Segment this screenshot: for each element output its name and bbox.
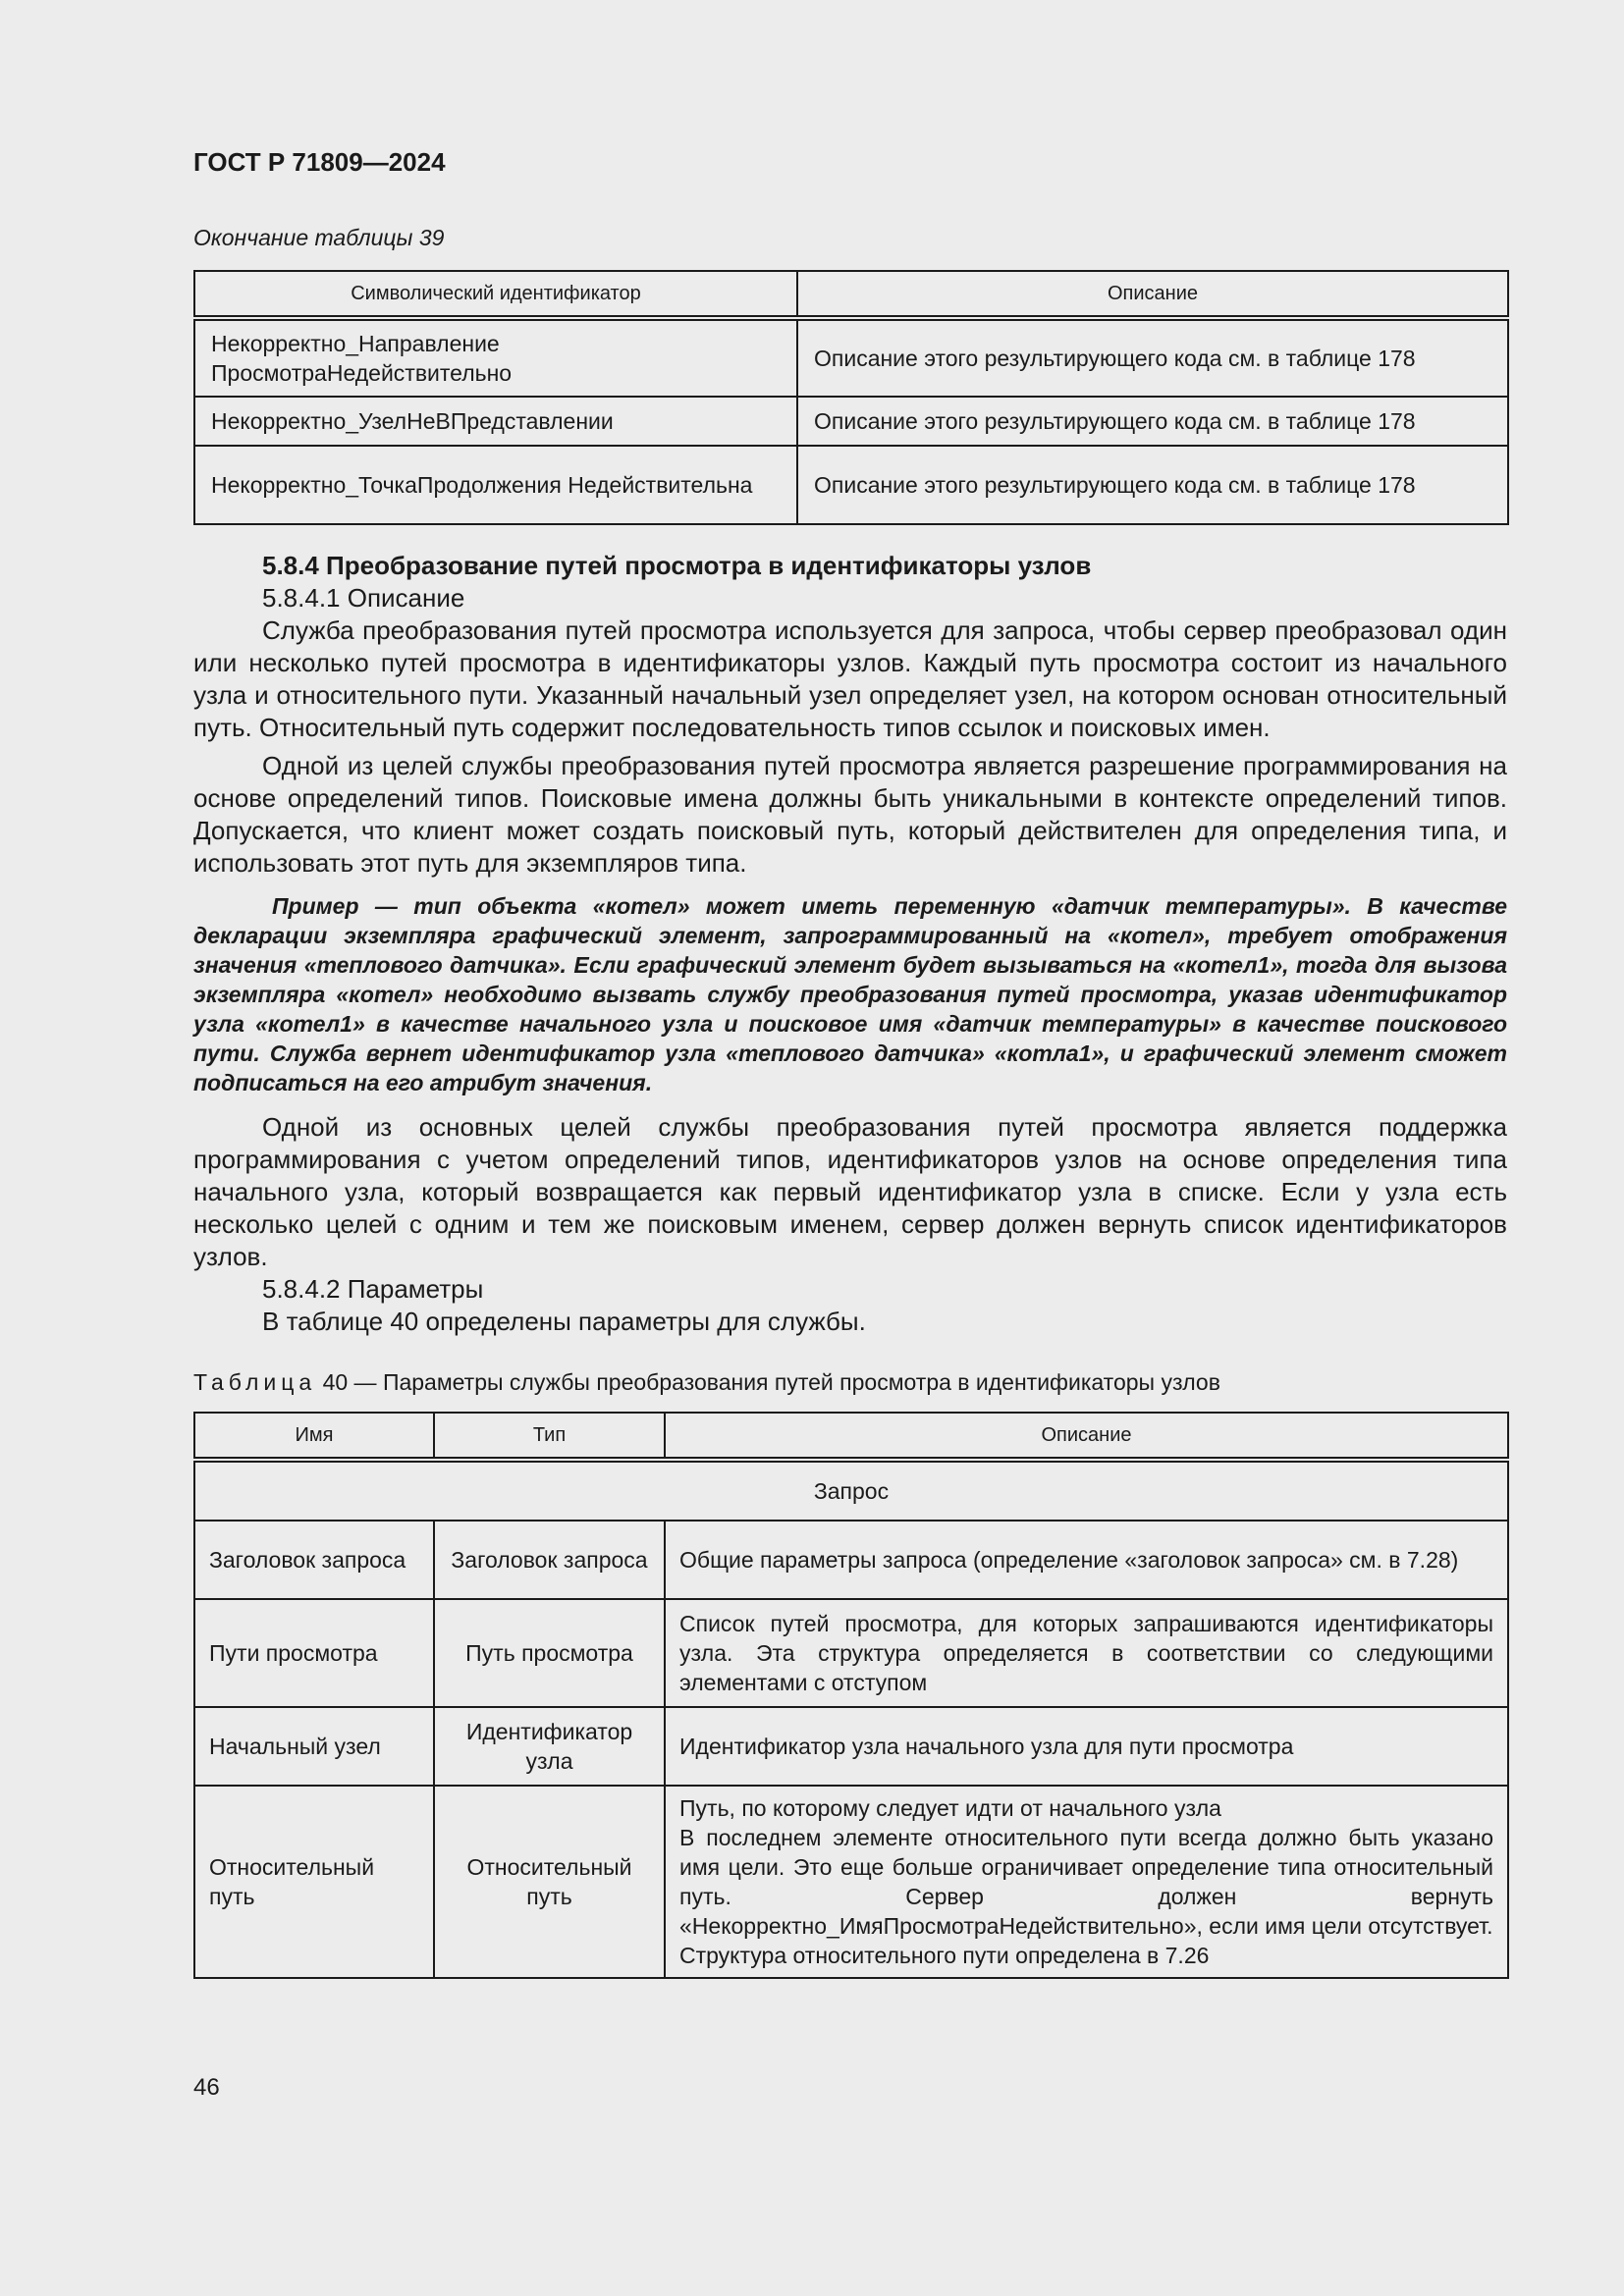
table40-caption-prefix: Таблица [193,1369,317,1395]
cell-name: Пути просмотра [194,1599,434,1707]
document-header: ГОСТ Р 71809—2024 [193,147,446,177]
table-row [194,1786,1508,1978]
paragraph: В таблице 40 определены параметры для службы. [262,1307,866,1336]
table-row [194,397,1508,446]
paragraph: Одной из целей службы преобразования путей просмотра является разрешение программирования на основе определений типов. Поисковые имена должны быть уникальными в контексте определений типов. Допускается, что клиент может создать поисковый путь, который действителен для определения типа, и использовать этот путь для экземпляров типа. [193,751,1507,878]
table-40 [193,1412,1509,1979]
cell-symbolic-id: Некорректно_УзелНеВПредставлении [194,397,797,446]
subsection-heading-description: 5.8.4.1 Описание [262,583,465,613]
paragraph: Служба преобразования путей просмотра используется для запроса, чтобы сервер преобразовал один или несколько путей просмотра в идентификаторы узлов. Каждый путь просмотра состоит из начального узла и относительного пути. Указанный начальный узел определяет узел, на котором основан относительный путь. Относительный путь содержит последовательность типов ссылок и поисковых имен. [193,615,1507,742]
page-number: 46 [193,2074,220,2101]
table-header-row [194,1413,1508,1460]
table39-caption: Окончание таблицы 39 [193,225,445,250]
table-row [194,318,1508,397]
cell-description: Общие параметры запроса (определение «заголовок запроса» см. в 7.28) [665,1521,1508,1599]
table-row [194,1707,1508,1786]
table-group-row [194,1460,1508,1521]
table-row [194,1599,1508,1707]
cell-description [665,1786,1508,1978]
table-header-row [194,271,1508,318]
cell-name: Заголовок запроса [194,1521,434,1599]
table-row [194,446,1508,524]
section-body [193,550,1507,1338]
cell-description: Описание этого результирующего кода см. в таблице 178 [797,446,1508,524]
header-type: Тип [434,1413,665,1460]
cell-description: Описание этого результирующего кода см. в таблице 178 [797,318,1508,397]
table-39 [193,270,1509,525]
cell-description: Идентификатор узла начального узла для пути просмотра [665,1707,1508,1786]
section-heading: 5.8.4 Преобразование путей просмотра в идентификаторы узлов [262,551,1092,580]
header-description: Описание [665,1413,1508,1460]
example-note: Пример — тип объекта «котел» может иметь переменную «датчик температуры». В качестве декларации экземпляра графический элемент, запрограммированный на «котел», требует отображения значения «теплового датчика». Если графический элемент будет вызываться на «котел1», тогда для вызова экземпляра «котел» необходимо вызвать службу преобразования путей просмотра, указав идентификатор узла «котел1» в качестве начального узла и поисковое имя «датчик температуры» в качестве поискового пути. Служба вернет идентификатор узла «теплового датчика» «котла1», и графический элемент сможет подписаться на его атрибут значения. [193,893,1507,1095]
cell-description: Описание этого результирующего кода см. в таблице 178 [797,397,1508,446]
cell-type: Путь просмотра [434,1599,665,1707]
header-name: Имя [194,1413,434,1460]
cell-symbolic-id: Некорректно_ТочкаПродолжения Недействительна [194,446,797,524]
cell-type: Идентификатор узла [434,1707,665,1786]
paragraph: Одной из основных целей службы преобразования путей просмотра является поддержка программирования с учетом определений типов, идентификаторов узлов на основе определения типа начального узла, который возвращается как первый идентификатор узла в списке. Если у узла есть несколько целей с одним и тем же поисковым именем, сервер должен вернуть список идентификаторов узлов. [193,1112,1507,1271]
description-line: Структура относительного пути определена в 7.26 [679,1943,1210,1968]
cell-type: Заголовок запроса [434,1521,665,1599]
table-row [194,1521,1508,1599]
group-label-request: Запрос [194,1460,1508,1521]
cell-description: Список путей просмотра, для которых запрашиваются идентификаторы узла. Эта структура определяется в соответствии со следующими элементами с отступом [665,1599,1508,1707]
cell-symbolic-id: Некорректно_Направление ПросмотраНедействительно [194,318,797,397]
table40-caption [193,1369,1220,1396]
cell-name: Относительный путь [194,1786,434,1978]
description-line: В последнем элементе относительного пути всегда должно быть указано имя цели. Это еще больше ограничивает определение типа относительный путь. Сервер должен вернуть «Некорректно_ИмяПросмотраНедействительно», если имя цели отсутствует. [679,1825,1493,1939]
cell-name: Начальный узел [194,1707,434,1786]
description-line: Путь, по которому следует идти от начального узла [679,1795,1221,1821]
header-description: Описание [797,271,1508,318]
cell-type: Относительный путь [434,1786,665,1978]
header-symbolic-id: Символический идентификатор [194,271,797,318]
table40-caption-title: 40 — Параметры службы преобразования путей просмотра в идентификаторы узлов [316,1369,1220,1395]
subsection-heading-parameters: 5.8.4.2 Параметры [262,1274,484,1304]
